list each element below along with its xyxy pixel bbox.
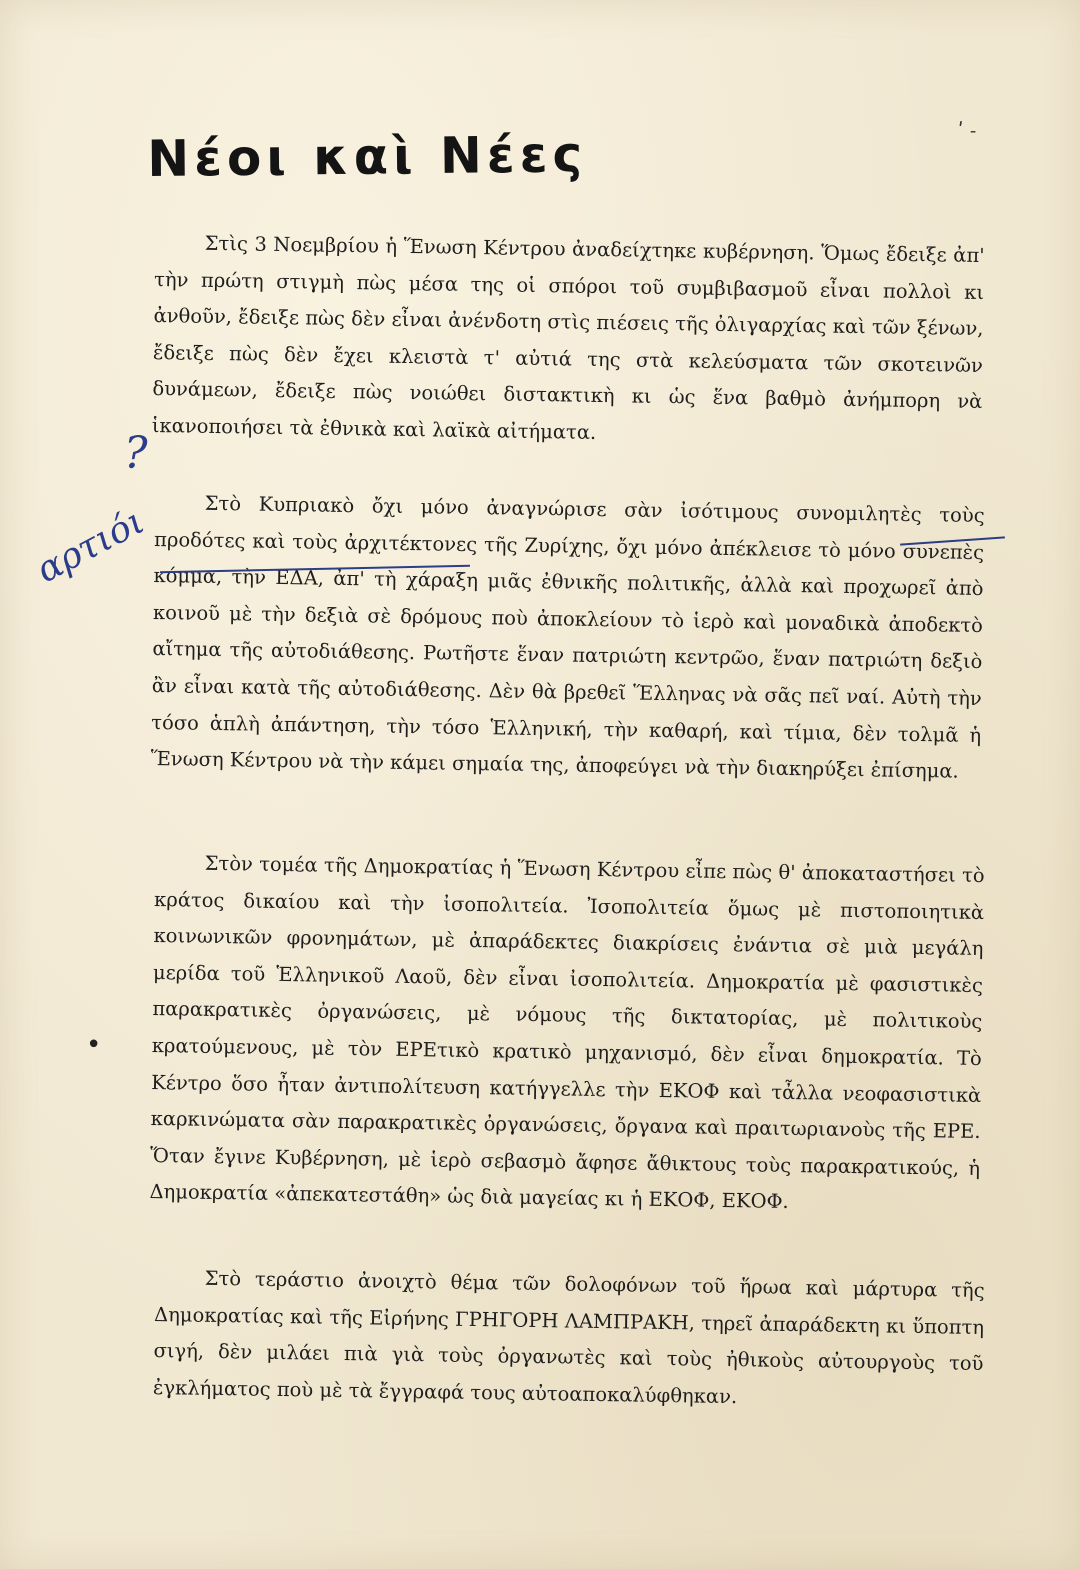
page-title: Νέοι καὶ Νέες [147, 125, 588, 188]
handwritten-bracket-mark: ? [124, 428, 148, 479]
paragraph-1: Στὶς 3 Νοεμβρίου ἡ Ἕνωση Κέντρου ἀναδείχτηκε κυβέρνηση. Ὅμως ἔδειξε ἀπ' τὴν πρώτη στιγμὴ πὼς μέσα της οἱ σπόροι τοῦ συμβιβασμοῦ εἶναι πολλοὶ κι ἀνθοῦν, ἔδειξε πὼς δὲν εἶναι ἀνένδοτη στὶς πιέσεις τῆς ὀλιγαρχίας καὶ τῶν ξένων, ἔδειξε πὼς δὲν ἔχει κλειστὰ τ' αὐτιά της στὰ κελεύσματα τῶν σκοτεινῶν δυνάμεων, ἔδειξε πὼς νοιώθει διστακτικὴ κι ὡς ἕνα βαθμὸ ἀνήμπορη νὰ ἱκανοποιήσει τὰ ἐθνικὰ καὶ λαϊκὰ αἰτήματα. [151, 231, 985, 444]
margin-dot-mark: • [86, 1030, 102, 1060]
paragraph-4: Στὸ τεράστιο ἀνοιχτὸ θέμα τῶν δολοφόνων τοῦ ἥρωα καὶ μάρτυρα τῆς Δημοκρατίας καὶ τῆς Εἰρήνης ΓΡΗΓΟΡΗ ΛΑΜΠΡΑΚΗ, τηρεῖ ἀπαράδεκτη κι ὕποπτη σιγή, δὲν μιλάει πιὰ γιὰ τοὺς ὀργανωτὲς καὶ τοὺς ἠθικοὺς αὐτουργοὺς τοῦ ἐγκλήματος ποὺ μὲ τὰ ἔγγραφά τους αὐτοαποκαλύφθηκαν. [152, 1266, 985, 1408]
paragraph-2: Στὸ Κυπριακὸ ὄχι μόνο ἀναγνώρισε σὰν ἰσότιμους συνομιλητὲς τοὺς προδότες καὶ τοὺς ἀρχιτέκτονες τῆς Ζυρίχης, ὄχι μόνο ἀπέκλεισε τὸ μόνο συνεπὲς κόμμα, τὴν ΕΔΑ, ἀπ' τὴ χάραξη μιᾶς ἐθνικῆς πολιτικῆς, ἀλλὰ καὶ προχωρεῖ ἀπὸ κοινοῦ μὲ τὴν δεξιὰ σὲ δρόμους ποὺ ἀποκλείουν τὸ ἱερὸ καὶ μοναδικὰ ἀποδεκτὸ αἴτημα τῆς αὐτοδιάθεσης. Ρωτῆστε ἕναν πατριώτη κεντρῶο, ἕναν πατριώτη δεξιὸ ἂν εἶναι κατὰ τῆς αὐτοδιάθεσης. Δὲν θὰ βρεθεῖ Ἕλληνας νὰ σᾶς πεῖ ναί. Αὐτὴ τὴν τόσο ἁπλὴ ἀπάντηση, τὴν τόσο Ἑλληνική, τὴν καθαρή, καὶ τίμια, δὲν τολμᾶ ἡ Ἕνωση Κέντρου νὰ τὴν κάμει σημαία της, ἀποφεύγει νὰ τὴν διακηρύξει ἐπίσημα. [150, 491, 985, 783]
handwritten-margin-note: αρτιόι [30, 500, 152, 592]
corner-pen-mark: ʹ ˗ [958, 118, 977, 142]
paragraph-3: Στὸν τομέα τῆς Δημοκρατίας ἡ Ἕνωση Κέντρου εἶπε πὼς θ' ἀποκαταστήσει τὸ κράτος δικαίου καὶ τὴν ἰσοπολιτεία. Ἰσοπολιτεία ὅμως μὲ πιστοποιητικὰ κοινωνικῶν φρονημάτων, μὲ ἀπαράδεκτες διακρίσεις ἐνάντια σὲ μιὰ μεγάλη μερίδα τοῦ Ἑλληνικοῦ Λαοῦ, δὲν εἶναι ἰσοπολιτεία. Δημοκρατία μὲ φασιστικὲς παρακρατικὲς ὀργανώσεις, μὲ νόμους τῆς δικτατορίας, μὲ πολιτικοὺς κρατούμενους, μὲ τὸν ΕΡΕτικὸ κρατικὸ μηχανισμό, δὲν εἶναι δημοκρατία. Τὸ Κέντρο ὅσο ἦταν ἀντιπολίτευση κατήγγελλε τὴν ΕΚΟΦ καὶ τἆλλα νεοφασιστικὰ καρκινώματα σὰν παρακρατικὲς ὀργανώσεις, ὄργανα καὶ πραιτωριανοὺς τῆς ΕΡΕ. Ὅταν ἔγινε Κυβέρνηση, μὲ ἱερὸ σεβασμὸ ἄφησε ἄθικτους τοὺς παρακρατικούς, ἡ Δημοκρατία «ἀπεκατεστάθη» ὡς διὰ μαγείας κι ἡ ΕΚΟΦ, ΕΚΟΦ. [149, 851, 985, 1214]
